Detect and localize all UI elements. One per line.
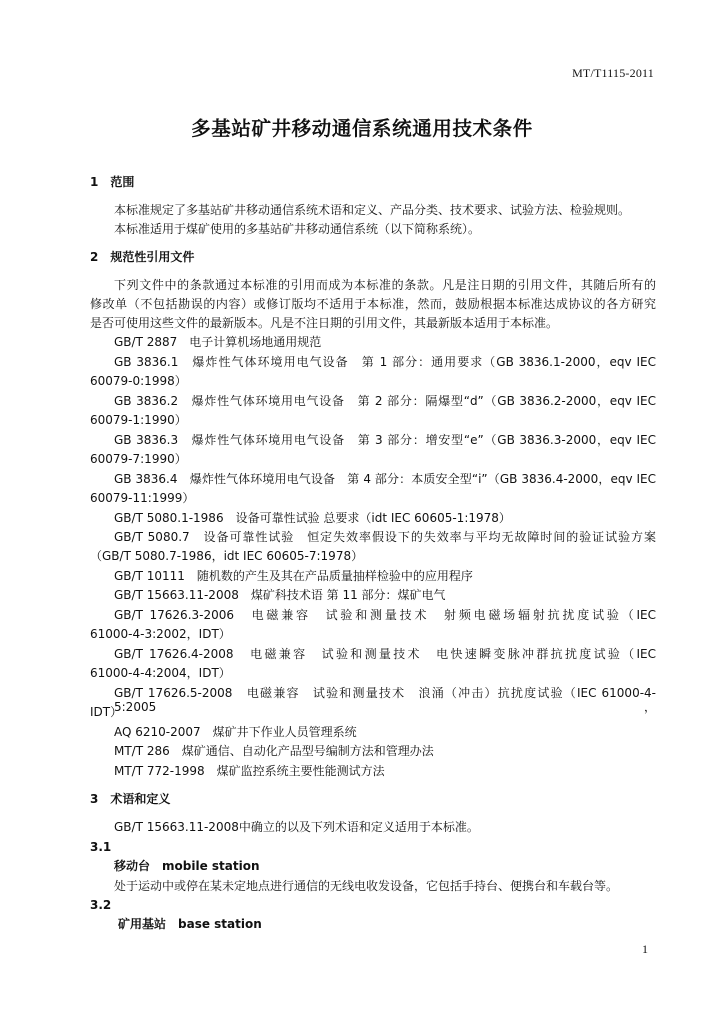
reference-item-continued: 60079-11:1999） (90, 491, 195, 505)
reference-item-continued: IDT） (90, 705, 123, 719)
document-title: 多基站矿井移动通信系统通用技术条件 (191, 117, 533, 140)
section-2-heading: 2 规范性引用文件 (90, 250, 195, 264)
reference-item-continued: 60079-7:1990） (90, 452, 187, 466)
reference-item: GB/T 17626.4-2008 电磁兼容 试验和测量技术 电快速瞬变脉冲群抗扰度试验（IEC (114, 647, 656, 661)
reference-item: GB/T 5080.7 设备可靠性试验 恒定失效率假设下的失效率与平均无故障时间的验证试验方案 (114, 530, 656, 544)
reference-item: MT/T 772-1998 煤矿监控系统主要性能测试方法 (114, 764, 385, 778)
section-3-intro: GB/T 15663.11-2008中确立的以及下列术语和定义适用于本标准。 (114, 820, 479, 834)
reference-item-continued: 61000-4-4:2004，IDT） (90, 666, 231, 680)
reference-item: GB 3836.4 爆炸性气体环境用电气设备 第 4 部分：本质安全型“i”（GB 3836.4-2000，eqv IEC (114, 472, 656, 486)
reference-item: GB/T 2887 电子计算机场地通用规范 (114, 335, 322, 349)
reference-item: GB/T 10111 随机数的产生及其在产品质量抽样检验中的应用程序 (114, 569, 473, 583)
reference-item: MT/T 286 煤矿通信、自动化产品型号编制方法和管理办法 (114, 744, 434, 758)
page-number: 1 (642, 942, 648, 956)
section-1-heading: 1 范围 (90, 175, 135, 189)
reference-item: AQ 6210-2007 煤矿井下作业人员管理系统 (114, 725, 357, 739)
reference-item-continued: 61000-4-3:2002，IDT） (90, 627, 231, 641)
reference-item: GB/T 17626.5-2008 电磁兼容 试验和测量技术 浪涌（冲击）抗扰度试验（IEC 61000-4-5:2005， (114, 686, 656, 714)
standard-code: MT/T1115-2011 (572, 66, 654, 80)
section-1-paragraph: 本标准规定了多基站矿井移动通信系统术语和定义、产品分类、技术要求、试验方法、检验规则。 (114, 203, 631, 217)
reference-item: GB/T 5080.1-1986 设备可靠性试验 总要求（idt IEC 60605-1:1978） (114, 511, 511, 525)
reference-item: GB 3836.2 爆炸性气体环境用电气设备 第 2 部分：隔爆型“d”（GB 3836.2-2000，eqv IEC (114, 394, 656, 408)
section-2-intro-line: 是否可使用这些文件的最新版本。凡是不注日期的引用文件，其最新版本适用于本标准。 (90, 316, 559, 330)
reference-item: GB/T 17626.3-2006 电磁兼容 试验和测量技术 射频电磁场辐射抗扰度试验（IEC (114, 608, 656, 622)
term-number: 3.1 (90, 840, 112, 854)
term-number: 3.2 (90, 898, 112, 912)
reference-item-continued: （GB/T 5080.7-1986，idt IEC 60605-7:1978） (90, 549, 364, 563)
section-3-heading: 3 术语和定义 (90, 792, 171, 806)
term-definition: 处于运动中或停在某未定地点进行通信的无线电收发设备，它包括手持台、便携台和车载台等。 (114, 879, 619, 893)
reference-item: GB/T 15663.11-2008 煤矿科技术语 第 11 部分：煤矿电气 (114, 588, 446, 602)
term-name: 移动台 mobile station (114, 859, 260, 873)
reference-item-continued: 60079-0:1998） (90, 374, 187, 388)
reference-item-continued: 60079-1:1990） (90, 413, 187, 427)
section-2-intro-line: 下列文件中的条款通过本标准的引用而成为本标准的条款。凡是注日期的引用文件，其随后所有的 (114, 278, 656, 292)
term-name: 矿用基站 base station (118, 917, 262, 931)
reference-item: GB 3836.1 爆炸性气体环境用电气设备 第 1 部分：通用要求（GB 3836.1-2000，eqv IEC (114, 355, 656, 369)
section-2-intro-line: 修改单（不包括勘误的内容）或修订版均不适用于本标准，然而，鼓励根据本标准达成协议的各方研究 (90, 297, 656, 311)
section-1-paragraph: 本标准适用于煤矿使用的多基站矿井移动通信系统（以下简称系统）。 (114, 222, 481, 236)
reference-item: GB 3836.3 爆炸性气体环境用电气设备 第 3 部分：增安型“e”（GB 3836.3-2000，eqv IEC (114, 433, 656, 447)
